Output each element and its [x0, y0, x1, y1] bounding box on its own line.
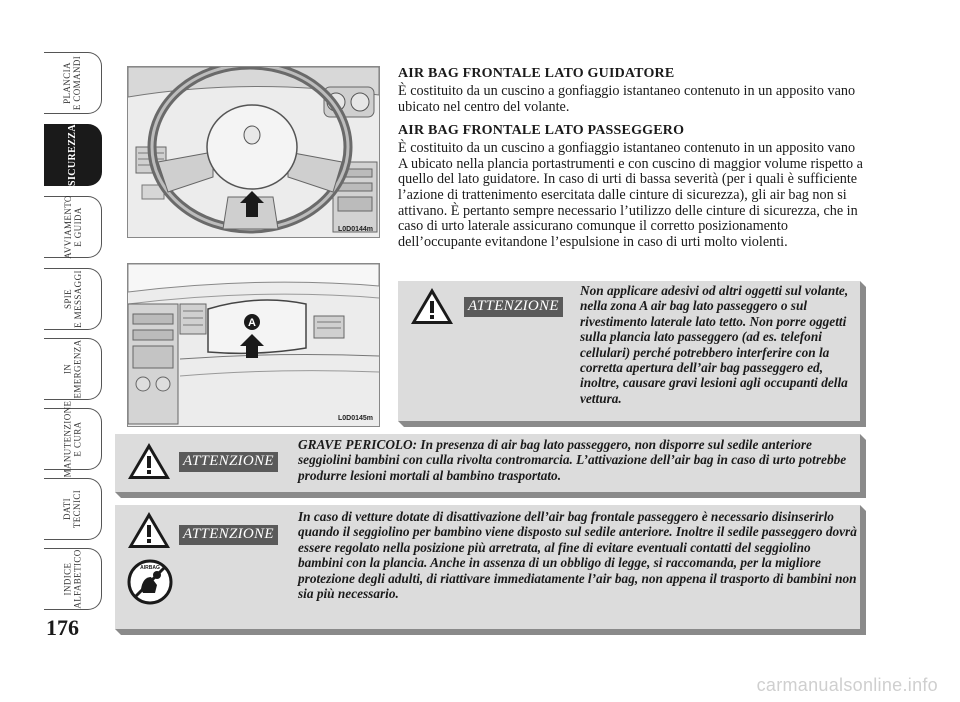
warning-triangle-icon	[127, 511, 171, 549]
tab-label: PLANCIA E COMANDI	[62, 55, 83, 111]
tab-label: INDICE ALFABETICO	[62, 549, 83, 609]
tab-manutenzione-e-cura[interactable]	[44, 400, 102, 478]
no-child-seat-airbag-icon	[127, 559, 173, 605]
warning-text: Non applicare adesivi od altri oggetti sul volante, nella zona A air bag lato passeggero o sul rivestimento laterale lato tetto. Non porre oggetti sulla plancia lato passeggero (ad es. telefoni cellulari) perché potrebbero interferire con la corretta apertura dell’air bag passeggero ed, inoltre, causare gravi lesioni agli occupanti della vettura.	[580, 283, 849, 406]
passenger-dashboard-illustration	[128, 264, 379, 426]
tab-label: MANUTENZIONE E CURA	[62, 400, 83, 478]
warning-triangle-icon	[410, 287, 454, 325]
tab-sicurezza[interactable]	[44, 124, 102, 186]
tab-label: AVVIAMENTO E GUIDA	[62, 195, 83, 259]
steering-wheel-illustration	[128, 67, 379, 237]
section-heading: AIR BAG FRONTALE LATO PASSEGGERO	[398, 123, 685, 139]
figure-passenger-airbag	[127, 263, 380, 427]
figure-steering-wheel-airbag	[127, 66, 380, 238]
warning-label: ATTENZIONE	[179, 452, 278, 472]
tab-label: DATI TECNICI	[62, 489, 83, 529]
warning-box	[398, 281, 860, 421]
warning-label: ATTENZIONE	[464, 297, 563, 317]
tab-label: IN EMERGENZA	[62, 339, 83, 399]
warning-box	[115, 505, 860, 629]
figure-code: L0D0144m	[337, 226, 373, 233]
marker-a: A	[248, 317, 256, 329]
section-body: È costituito da un cuscino a gonfiaggio istantaneo contenuto in un apposito vano A ubicato nella plancia portastrumenti e con cuscino di maggior volume rispetto a quello del lato guidatore. In caso di urti di bassa severità (per i quali è sufficiente l’azione di trattenimento esercitata dalle cinture di sicurezza), gli air bag non si attivano. È pertanto sempre necessario l’utilizzo delle cinture di sicurezza, che in caso di urto laterale assicurano comunque il corretto posizionamento dell’occupante evitandone l’espulsione in caso di urti molto violenti.	[398, 140, 863, 250]
figure-code: L0D0145m	[337, 415, 373, 422]
main-text	[398, 66, 864, 258]
warning-text: GRAVE PERICOLO: In presenza di air bag lato passeggero, non disporre sul sedile anteriore seggiolini bambini con culla rivolta contromarcia. L’attivazione dell’air bag in caso di urto potrebbe produrre lesioni mortali al bambino trasportato.	[298, 437, 847, 483]
airbag-symbol-label: AIRBAG	[140, 565, 160, 571]
warning-triangle-icon	[127, 442, 171, 480]
warning-text: In caso di vetture dotate di disattivazione dell’air bag frontale passeggero è necessario disinserirlo quando il seggiolino per bambino viene disposto sul sedile anteriore. Inoltre il sedile passeggero dovrà essere regolato nella posizione più arretrata, al fine di evitare eventuali contatti del seggiolino bambini con la plancia. Anche in assenza di un obbligo di legge, si raccomanda, per la migliore protezione degli adulti, di riattivare immediatamente l’air bag, non appena il trasporto di bambini non sia più necessario.	[298, 509, 857, 602]
tab-in-emergenza[interactable]	[44, 338, 102, 400]
tab-spie-e-messaggi[interactable]	[44, 268, 102, 330]
tab-plancia-e-comandi[interactable]	[44, 52, 102, 114]
tab-avviamento-e-guida[interactable]	[44, 196, 102, 258]
tab-indice-alfabetico[interactable]	[44, 548, 102, 610]
warning-label: ATTENZIONE	[179, 525, 278, 545]
tab-label: SPIE E MESSAGGI	[62, 270, 83, 328]
section-heading: AIR BAG FRONTALE LATO GUIDATORE	[398, 66, 675, 81]
page-number: 176	[46, 615, 79, 640]
watermark: carmanualsonline.info	[756, 675, 938, 695]
tab-label: SICUREZZA	[66, 124, 78, 186]
section-body: È costituito da un cuscino a gonfiaggio istantaneo contenuto in un apposito vano ubicato nel centro del volante.	[398, 83, 856, 115]
tab-dati-tecnici[interactable]	[44, 478, 102, 540]
warning-box	[115, 434, 860, 492]
